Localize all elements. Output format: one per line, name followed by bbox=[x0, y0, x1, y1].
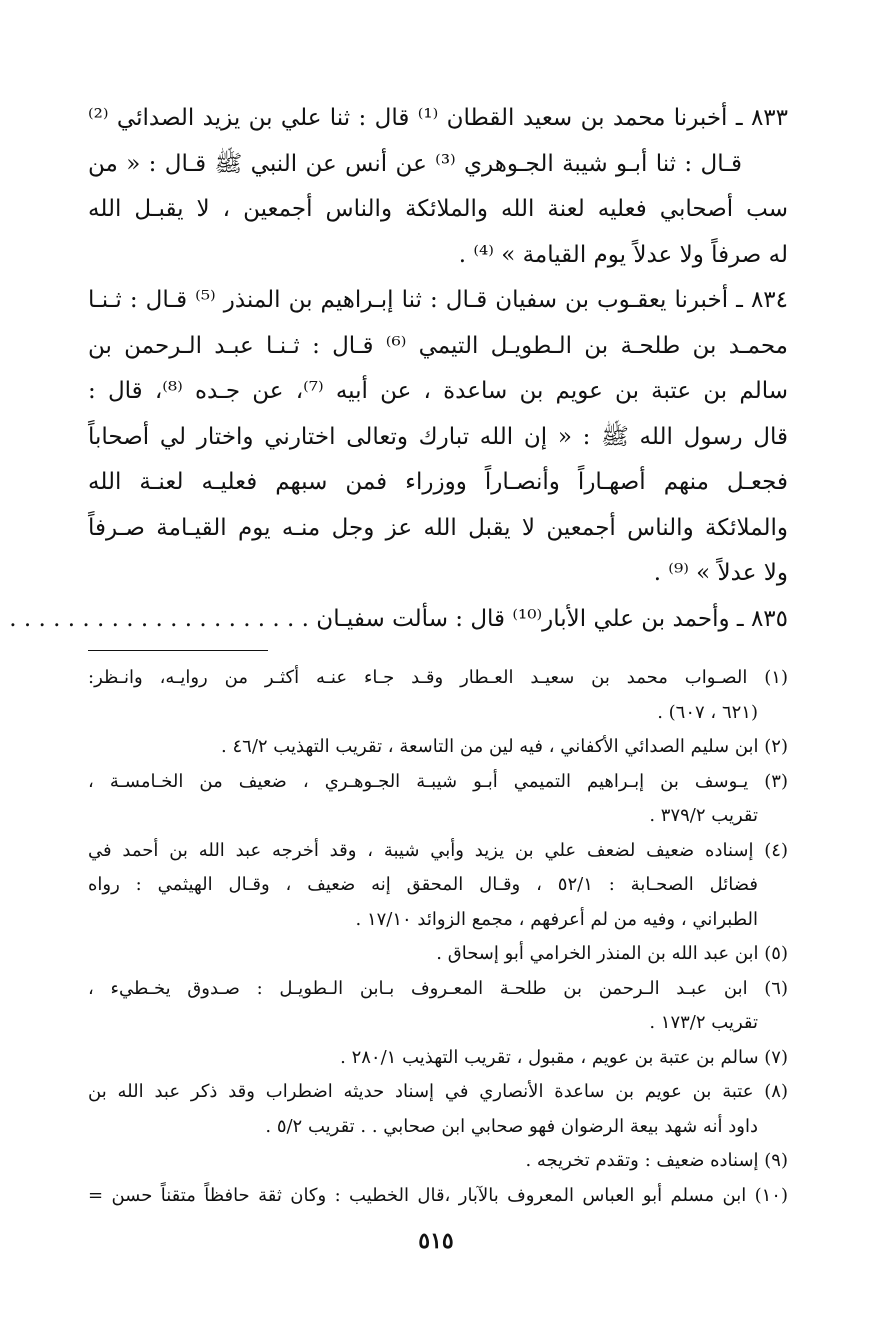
footnotes bbox=[88, 661, 788, 1213]
page-number: ٥١٥ bbox=[418, 1228, 454, 1254]
text-line: ولا عدلاً » ⁽⁹⁾ . bbox=[653, 560, 788, 586]
footnote-line: داود أنه شهد بيعة الرضوان فهو صحابي ابن صحابي . . تقريب ٥/٢ . bbox=[265, 1115, 758, 1137]
text-line: ٨٣٥ ـ وأحمد بن علي الأبار⁽¹⁰⁾ قال : سألت سفيـان . . . . . . . . . . . . . . . . . . . . . bbox=[9, 605, 788, 632]
footnote-line: (١) الصـواب محمد بن سعيـد العـطار وقـد جـاء عنـه أكثـر من روايـه، وانـظر: bbox=[88, 667, 788, 688]
footnote-3 bbox=[88, 765, 788, 834]
footnote-line: (٣) يـوسف بن إبـراهيم التميمي أبـو شيبـة الجـوهـري ، ضعيف من الخـامسـة ، bbox=[88, 770, 788, 792]
footnote-line: (١٠) ابن مسلم أبو العباس المعروف بالآبار ،قال الخطيب : وكان ثقة حافظاً متقناً حسن = bbox=[88, 1184, 788, 1206]
footnote-separator-wrap bbox=[88, 650, 788, 651]
footnote-line: (٦) ابن عبـد الـرحمن بن طلحـة المعـروف بـابن الـطويـل : صـدوق يخـطيء ، bbox=[88, 977, 788, 999]
footnote-10 bbox=[88, 1179, 788, 1214]
footnote-separator bbox=[88, 650, 268, 651]
text-line: سالم بن عتبة بن عويم بن ساعدة ، عن أبيه ⁽⁷⁾، عن جـده ⁽⁸⁾، قال : bbox=[88, 378, 788, 404]
footnote-line: (٢) ابن سليم الصدائي الأكفاني ، فيه لين من التاسعة ، تقريب التهذيب ٤٦/٢ . bbox=[221, 736, 788, 757]
text-line: والملائكة والناس أجمعين لا يقبل الله عز وجل منـه يوم القيـامة صـرفاً bbox=[88, 514, 788, 541]
footnote-line: (٧) سالم بن عتبة بن عويم ، مقبول ، تقريب التهذيب ٢٨٠/١ . bbox=[340, 1046, 788, 1068]
footnote-line: (٩) إسناده ضعيف : وتقدم تخريجه . bbox=[525, 1150, 788, 1171]
footnote-5 bbox=[88, 937, 788, 972]
hadith-entry-835 bbox=[9, 597, 788, 643]
footnote-2 bbox=[88, 730, 788, 765]
footnote-line: (٥) ابن عبد الله بن المنذر الخرامي أبو إسحاق . bbox=[436, 943, 788, 964]
footnote-8 bbox=[88, 1075, 788, 1144]
footnote-6 bbox=[88, 972, 788, 1041]
footnote-line: تقريب ١٧٣/٢ . bbox=[649, 1012, 758, 1033]
footnote-line: (٤) إسناده ضعيف لضعف علي بن يزيد وأبي شيبة ، وقد أخرجه عبد الله بن أحمد في bbox=[88, 839, 788, 861]
footnote-line: الطبراني ، وفيه من لم أعرفهم ، مجمع الزوائد ١٧/١٠ . bbox=[355, 908, 758, 930]
footnote-line: فضائل الصحـابة : ٥٢/١ ، وقـال المحقق إنه ضعيف ، وقـال الهيثمي : رواه bbox=[88, 874, 759, 895]
text-line: ٨٣٤ ـ أخبرنا يعقـوب بن سفيان قـال : ثنا إبـراهيم بن المنذر ⁽⁵⁾ قـال : ثـنـا bbox=[88, 287, 788, 313]
footnote-4 bbox=[88, 834, 788, 938]
footnote-line: (٨) عتبة بن عويم بن ساعدة الأنصاري في إسناد حديثه اضطراب وقد ذكر عبد الله بن bbox=[88, 1081, 788, 1102]
footnote-9 bbox=[88, 1144, 788, 1179]
footnote-1 bbox=[88, 661, 788, 730]
text-line: له صرفاً ولا عدلاً يوم القيامة » ⁽⁴⁾ . bbox=[458, 241, 788, 268]
text-line: قال رسول الله ﷺ : « إن الله تبارك وتعالى اختارني واختار لي أصحاباً bbox=[88, 423, 788, 450]
footnote-7 bbox=[88, 1041, 788, 1076]
text-line: قـال : ثنا أبـو شيبة الجـوهري ⁽³⁾ عن أنس عن النبي ﷺ قـال : « من bbox=[88, 150, 742, 177]
text-line: ٨٣٣ ـ أخبرنا محمد بن سعيد القطان ⁽¹⁾ قال : ثنا علي بن يزيد الصدائي ⁽²⁾ bbox=[88, 105, 788, 131]
page-body bbox=[9, 96, 788, 1213]
footnote-line: (٦٢١ ، ٦٠٧) . bbox=[657, 701, 758, 723]
hadith-entry-833 bbox=[88, 96, 788, 278]
footnote-line: تقريب ٣٧٩/٢ . bbox=[649, 805, 758, 826]
text-line: سب أصحابي فعليه لعنة الله والملائكة والناس أجمعين ، لا يقبـل الله bbox=[88, 196, 788, 222]
text-line: فجعـل منهم أصهـاراً وأنصـاراً ووزراء فمن سبهم فعليـه لعنـة الله bbox=[88, 469, 788, 495]
text-line: محمـد بن طلحـة بن الـطويـل التيمي ⁽⁶⁾ قـال : ثـنـا عبـد الـرحمن بن bbox=[88, 332, 788, 359]
hadith-entry-834 bbox=[88, 278, 788, 597]
